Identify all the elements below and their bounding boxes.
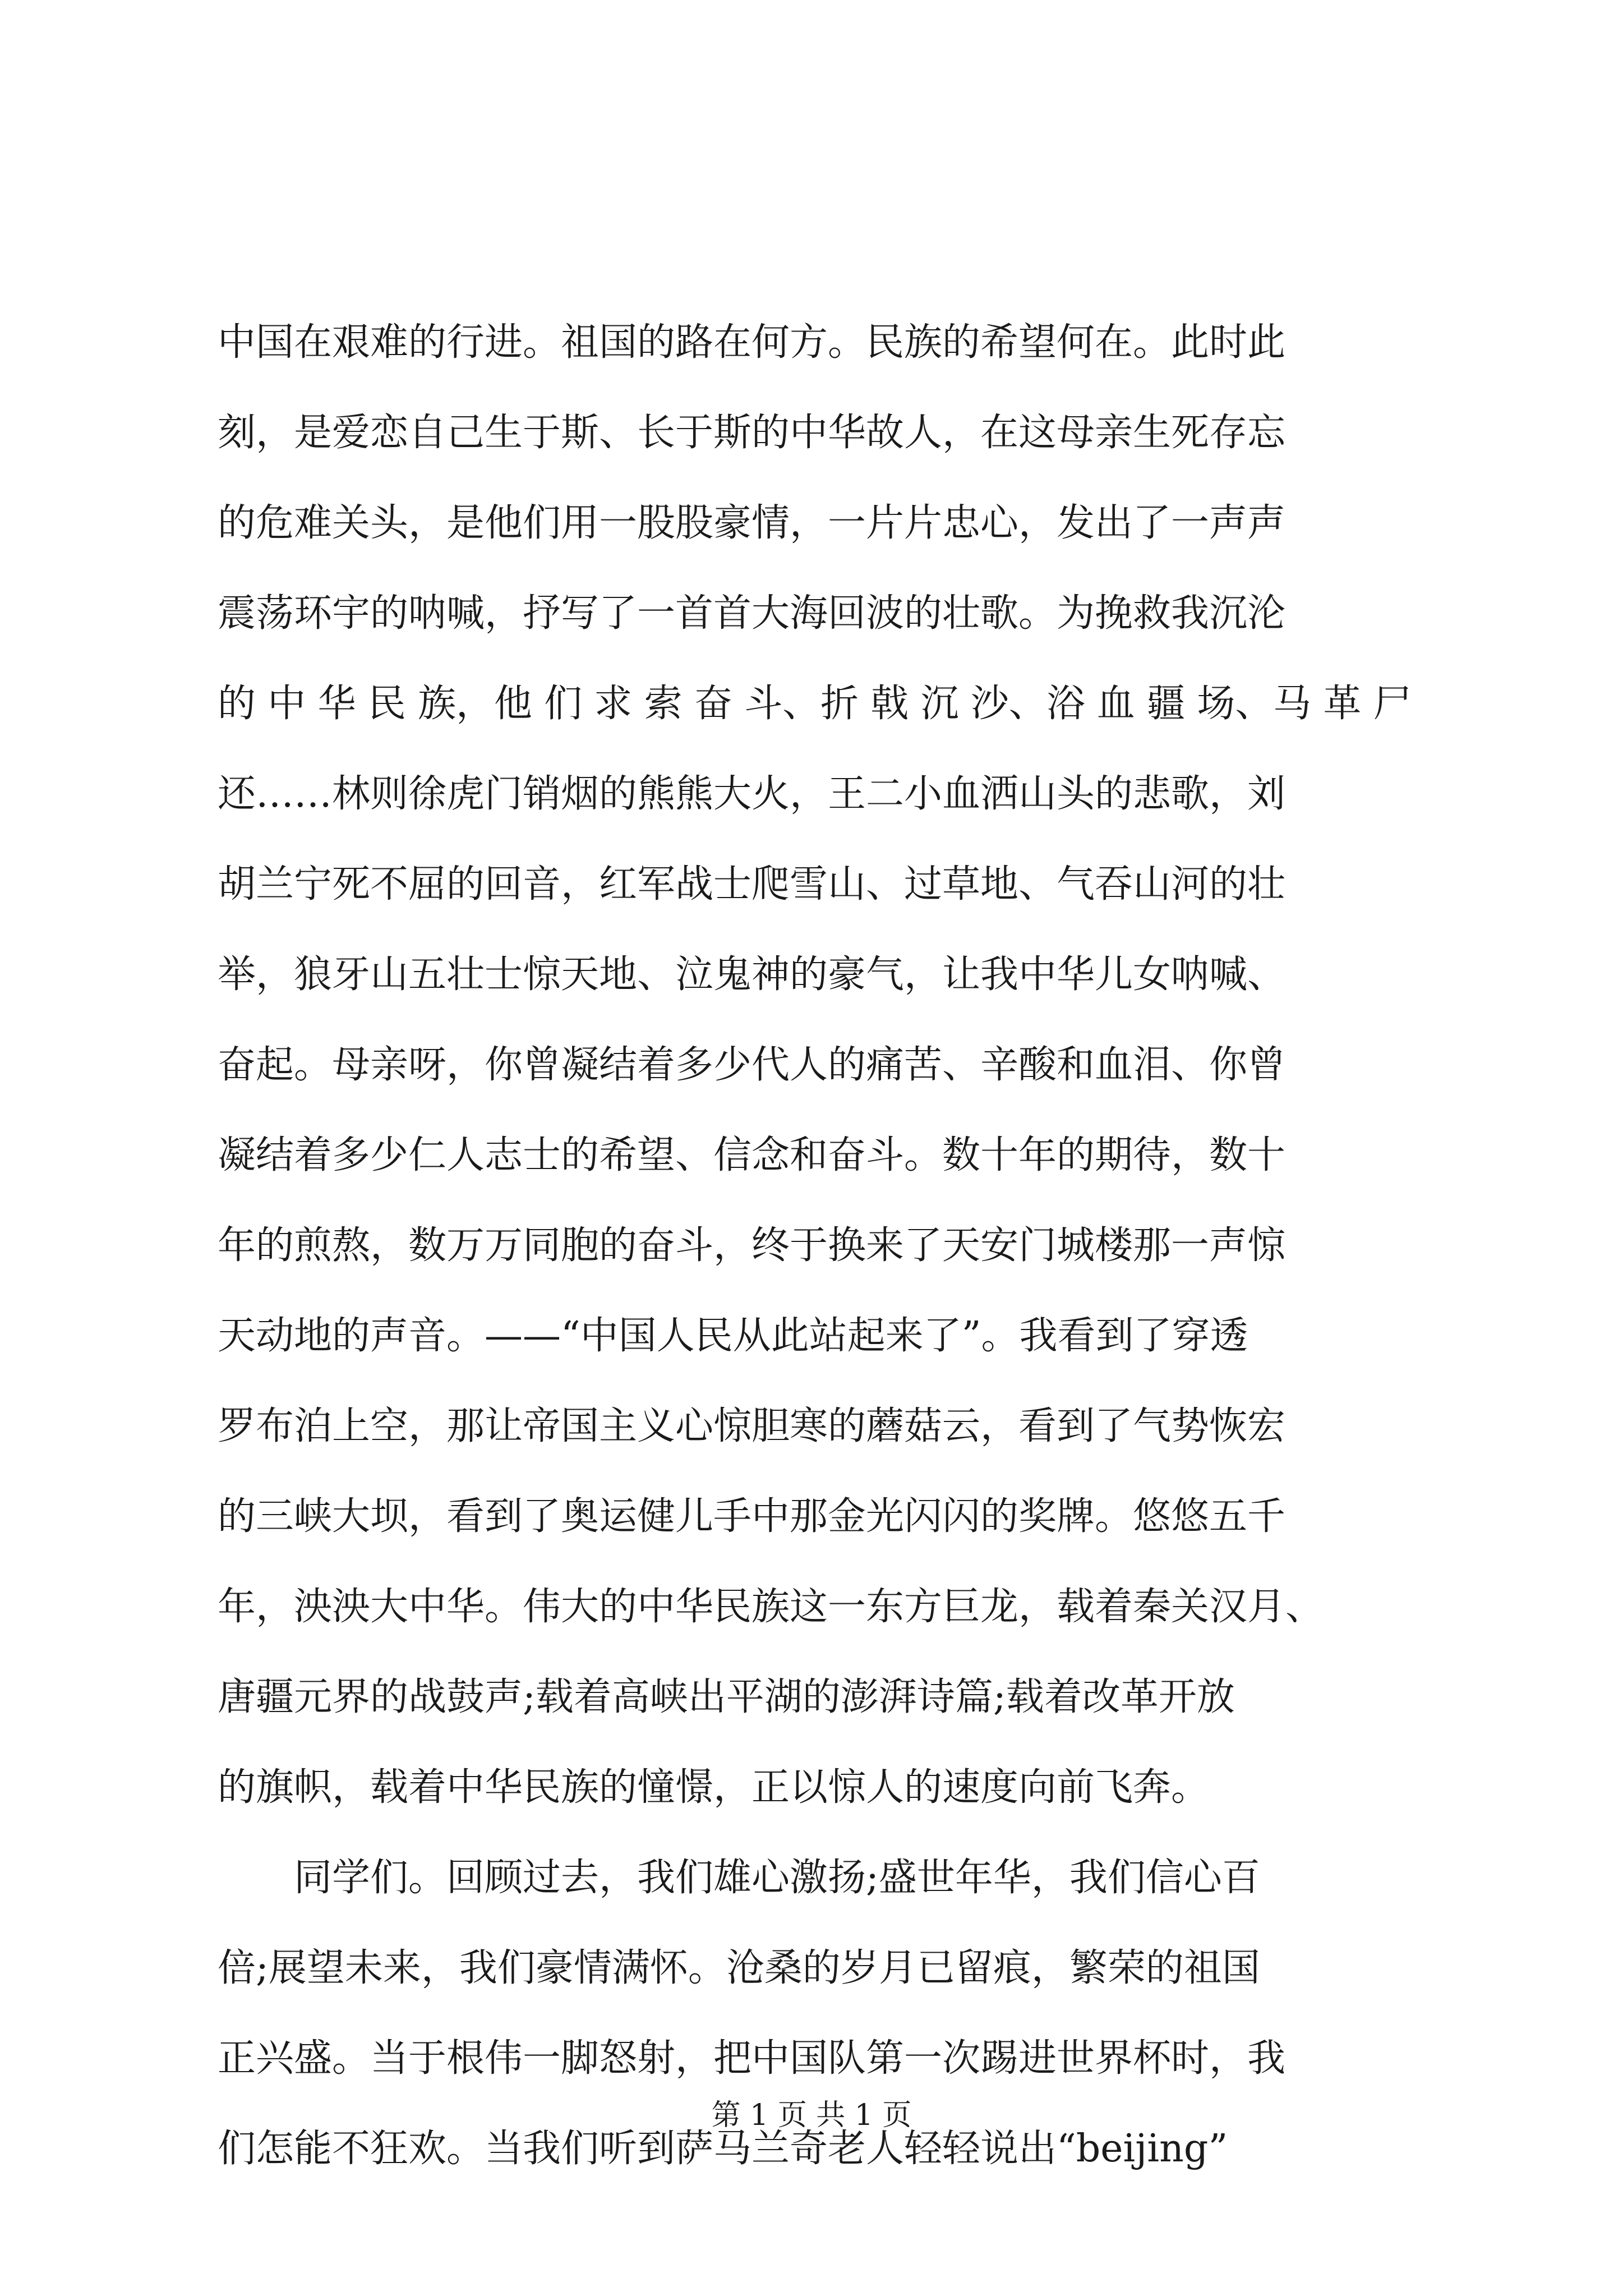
text-line: 正兴盛。当于根伟一脚怒射，把中国队第一次踢进世界杯时，我 — [218, 2036, 1286, 2081]
text-line: 唐疆元界的战鼓声;载着高峡出平湖的澎湃诗篇;载着改革开放 — [218, 1675, 1235, 1719]
paragraph-start-line: 同学们。回顾过去，我们雄心激扬;盛世年华，我们信心百 — [294, 1856, 1260, 1900]
body-text — [218, 297, 1411, 2194]
page-footer — [0, 2091, 1623, 2133]
text-line: 罗布泊上空，那让帝国主义心惊胆寒的蘑菇云，看到了气势恢宏 — [218, 1404, 1286, 1448]
text-line: 举，狼牙山五壮士惊天地、泣鬼神的豪气，让我中华儿女呐喊、 — [218, 953, 1286, 997]
text-line: 中国在艰难的行进。祖国的路在何方。民族的希望何在。此时此 — [218, 320, 1286, 365]
text-line: 刻，是爱恋自己生于斯、长于斯的中华故人，在这母亲生死存忘 — [218, 411, 1286, 455]
text-line: 年，泱泱大中华。伟大的中华民族这一东方巨龙，载着秦关汉月、 — [218, 1585, 1324, 1629]
page-number-label: 第 1 页 共 1 页 — [711, 2099, 912, 2132]
text-line: 们怎能不狂欢。当我们听到萨马兰奇老人轻轻说出“beijing” — [218, 2127, 1228, 2171]
text-line: 年的煎熬，数万万同胞的奋斗，终于换来了天安门城楼那一声惊 — [218, 1223, 1286, 1268]
text-line: 的旗帜，载着中华民族的憧憬，正以惊人的速度向前飞奔。 — [218, 1765, 1210, 1810]
text-line: 的三峡大坝，看到了奥运健儿手中那金光闪闪的奖牌。悠悠五千 — [218, 1494, 1286, 1539]
text-line: 倍;展望未来，我们豪情满怀。沧桑的岁月已留痕，繁荣的祖国 — [218, 1946, 1260, 1990]
text-line: 奋起。母亲呀，你曾凝结着多少代人的痛苦、辛酸和血泪、你曾 — [218, 1043, 1286, 1087]
text-line: 的 中 华 民 族，他 们 求 索 奋 斗、折 戟 沉 沙、浴 血 疆 场、马 革 尸 — [218, 682, 1411, 726]
text-line: 天动地的声音。——“中国人民从此站起来了”。我看到了穿透 — [218, 1314, 1248, 1358]
text-line: 震荡环宇的呐喊，抒写了一首首大海回波的壮歌。为挽救我沉沦 — [218, 591, 1286, 636]
text-line: 凝结着多少仁人志士的希望、信念和奋斗。数十年的期待，数十 — [218, 1133, 1286, 1177]
text-line: 的危难关头，是他们用一股股豪情，一片片忠心，发出了一声声 — [218, 501, 1286, 545]
text-line: 还……林则徐虎门销烟的熊熊大火，王二小血洒山头的悲歌，刘 — [218, 772, 1286, 816]
text-line: 胡兰宁死不屈的回音，红军战士爬雪山、过草地、气吞山河的壮 — [218, 862, 1286, 907]
